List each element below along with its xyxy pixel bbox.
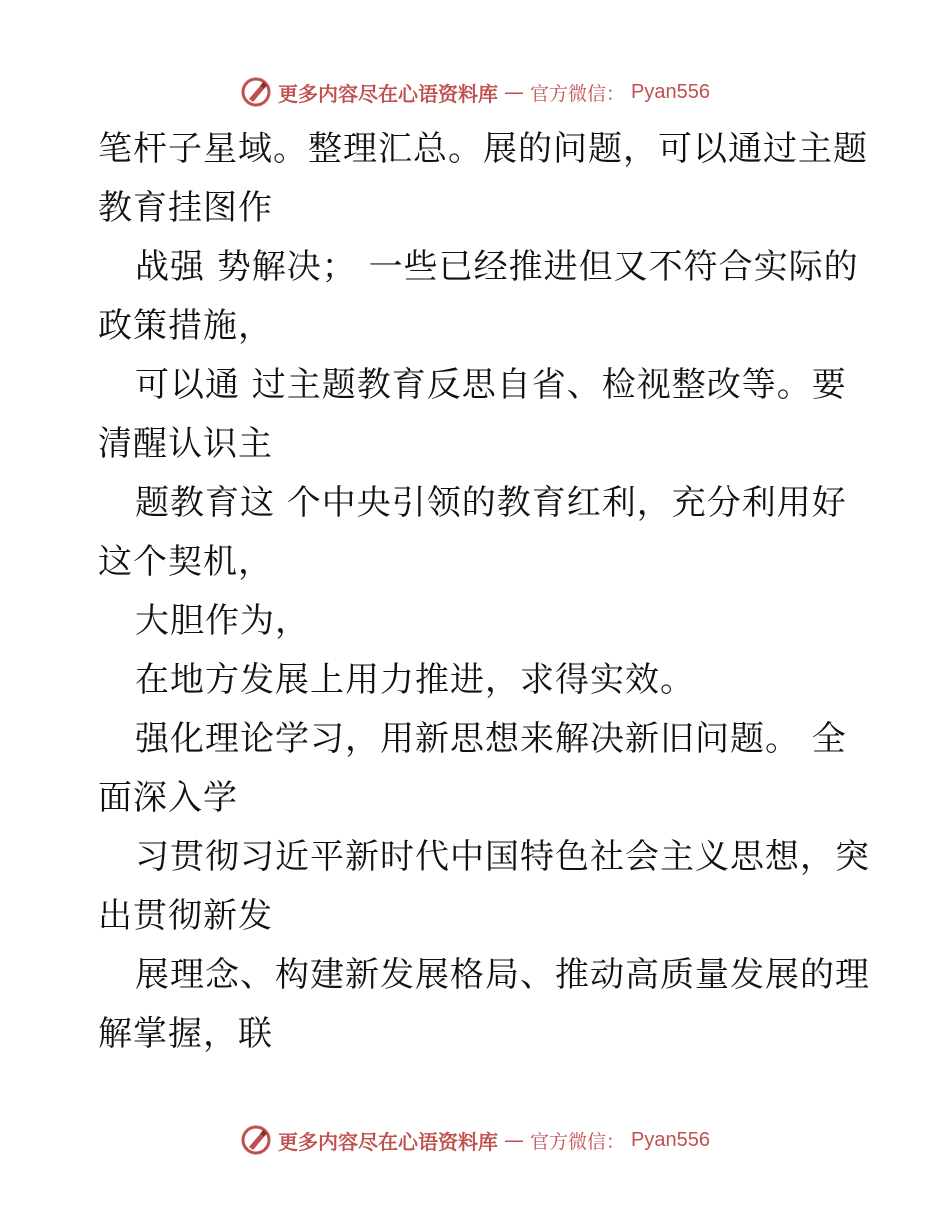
text-line: 政策措施， bbox=[98, 306, 273, 346]
watermark-separator: — bbox=[504, 1128, 524, 1152]
text-line: 习贯彻习近平新时代中国特色社会主义思想，突 bbox=[135, 837, 870, 877]
text-line: 教育挂图作 bbox=[98, 188, 273, 228]
text-line: 面深入学 bbox=[98, 778, 238, 818]
text-line: 大胆作为， bbox=[135, 601, 310, 641]
footer-watermark bbox=[0, 1120, 950, 1160]
text-line: 展理念、构建新发展格局、推动高质量发展的理 bbox=[135, 955, 870, 995]
text-line: 清醒认识主 bbox=[98, 424, 273, 464]
watermark-label: 官方微信： bbox=[530, 82, 626, 105]
watermark-label: 官方微信： bbox=[530, 1130, 626, 1153]
pen-logo-icon bbox=[240, 76, 272, 108]
text-line: 笔杆子星域。整理汇总。展的问题，可以通过主题 bbox=[98, 129, 868, 169]
text-line: 解掌握，联 bbox=[98, 1014, 273, 1054]
text-line: 强化理论学习，用新思想来解决新旧问题。 全 bbox=[135, 719, 847, 759]
text-line: 这个契机， bbox=[98, 542, 273, 582]
watermark-separator: — bbox=[504, 80, 524, 104]
watermark-text: 更多内容尽在心语资料库 bbox=[278, 81, 498, 106]
header-watermark bbox=[0, 72, 950, 112]
text-line: 可以通 过主题教育反思自省、检视整改等。要 bbox=[135, 365, 847, 405]
watermark-text: 更多内容尽在心语资料库 bbox=[278, 1129, 498, 1154]
watermark-id: Pyan556 bbox=[631, 1128, 710, 1151]
text-line: 在地方发展上用力推进，求得实效。 bbox=[135, 660, 695, 700]
text-line: 出贯彻新发 bbox=[98, 896, 273, 936]
document-body bbox=[98, 120, 870, 1064]
text-line: 战强 势解决； 一些已经推进但又不符合实际的 bbox=[135, 247, 859, 287]
watermark-id: Pyan556 bbox=[631, 80, 710, 103]
text-line: 题教育这 个中央引领的教育红利，充分利用好 bbox=[135, 483, 847, 523]
pen-logo-icon bbox=[240, 1124, 272, 1156]
